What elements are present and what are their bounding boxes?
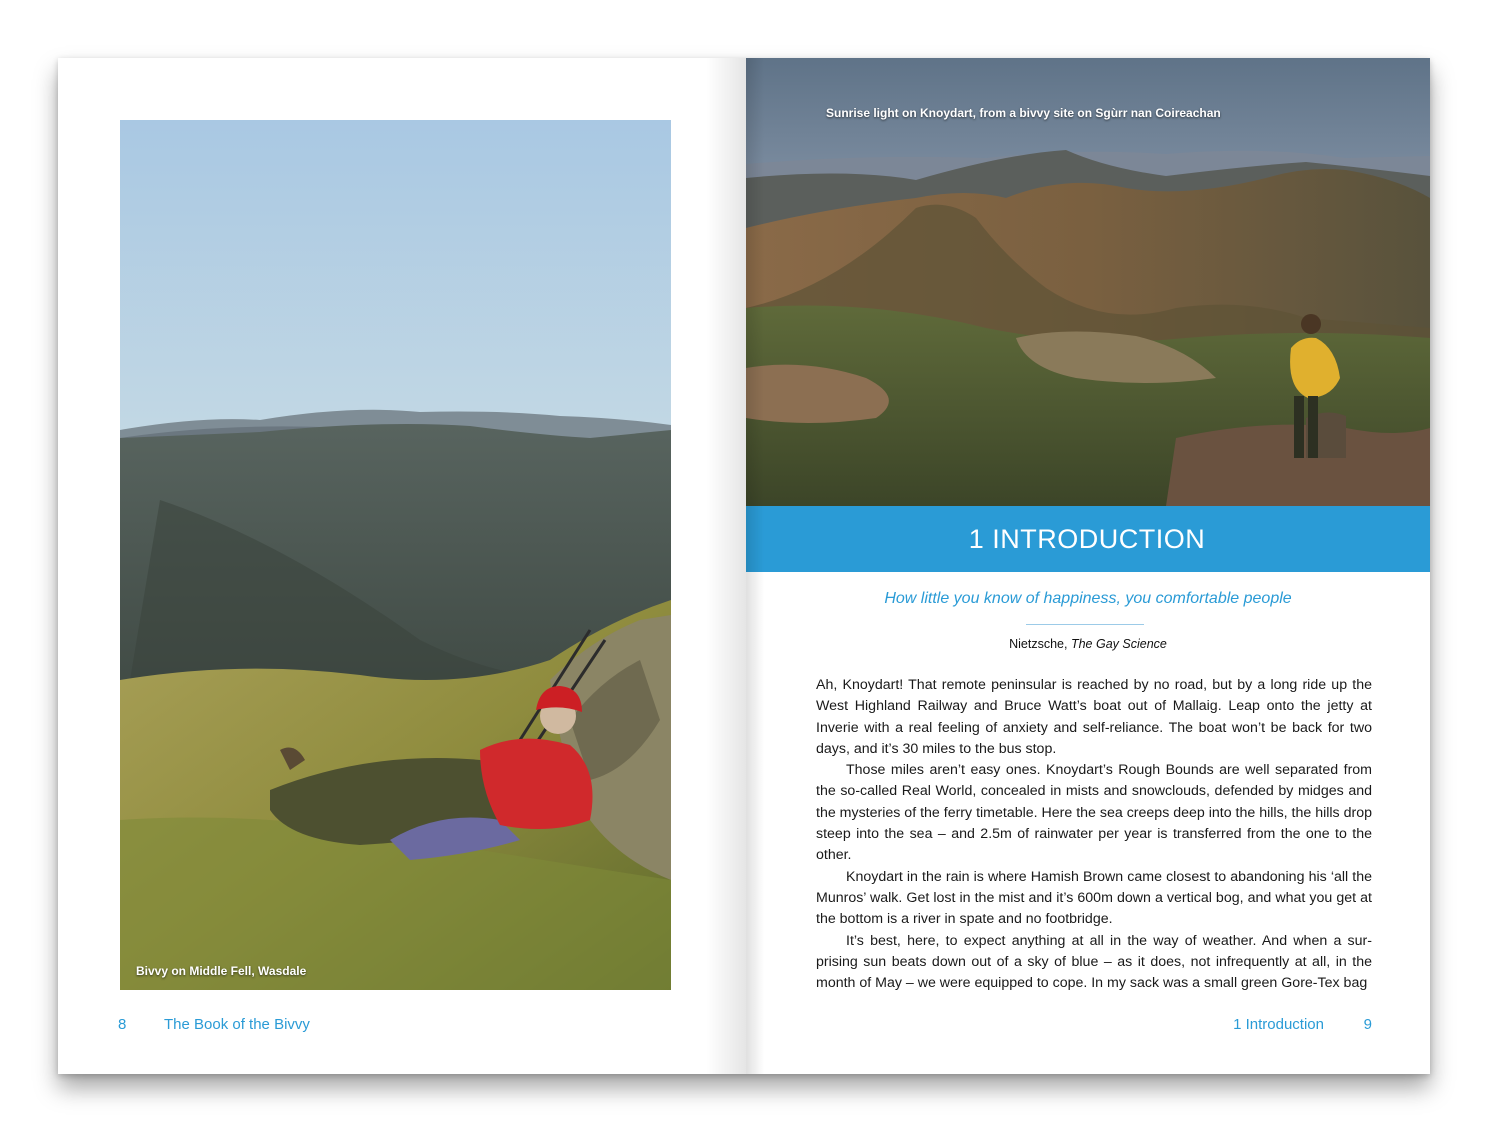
right-page xyxy=(746,58,1430,1074)
mountain-bivvy-illustration xyxy=(120,120,671,990)
chapter-banner xyxy=(746,506,1430,572)
attribution-author: Nietzsche, xyxy=(1009,637,1068,651)
left-photo xyxy=(120,120,671,990)
right-photo xyxy=(746,58,1430,506)
epigraph-divider xyxy=(1026,624,1144,625)
gutter-shadow xyxy=(706,58,746,1074)
left-page xyxy=(58,58,746,1074)
paragraph: Knoydart in the rain is where Hamish Brown came closest to abandoning his ‘all the Munros’ walk. Get lost in the mist and it’s 600m down a vertical bog, and what you get at the bottom is a river in spate and no footbridge. xyxy=(816,868,1372,928)
paragraph: Ah, Knoydart! That remote peninsular is reached by no road, but by a long ride up the West Highland Railway and Bruce Watt’s boat out of Mallaig. Leap onto the jetty at Inverie with a real feeling of anxiety and self-reliance. The boat won’t be back for two days, and it’s 30 miles to the bus stop. xyxy=(816,677,1372,757)
paragraph: Those miles aren’t easy ones. Knoydart’s Rough Bounds are well separated from the so-called Real World, concealed in mists and snowclouds, defended by midges and the mysteries of the ferry timetable. Here the sea creeps deep into the hills, the hills drop steep into the sea – and 2.5m of rainwater per year is transferred from the one to the other. xyxy=(816,762,1372,864)
right-running-title: 1 Introduction xyxy=(1233,1016,1324,1033)
gutter-shadow xyxy=(746,58,764,1074)
attribution-work: The Gay Science xyxy=(1070,637,1167,651)
left-running-title: The Book of the Bivvy xyxy=(164,1016,310,1033)
left-photo-caption: Bivvy on Middle Fell, Wasdale xyxy=(136,964,307,978)
left-page-number: 8 xyxy=(118,1016,127,1033)
body-text xyxy=(816,675,1372,994)
paragraph: It’s best, here, to expect anything at all in the way of weather. And when a sur- prising sun beats down out of a sky of blue – as it does, not infrequently at all, in the month of May – we were equipped to cope. In my sack was a small green Gore-Tex bag xyxy=(816,932,1372,992)
right-photo-caption: Sunrise light on Knoydart, from a bivvy site on Sgùrr nan Coireachan xyxy=(826,106,1221,120)
right-page-number: 9 xyxy=(1363,1016,1372,1033)
epigraph: How little you know of happiness, you comfortable people xyxy=(884,590,1292,607)
epigraph-attribution xyxy=(746,637,1430,651)
book-spread xyxy=(58,58,1430,1074)
knoydart-landscape-illustration xyxy=(746,58,1430,506)
chapter-title: 1 INTRODUCTION xyxy=(968,523,1206,554)
